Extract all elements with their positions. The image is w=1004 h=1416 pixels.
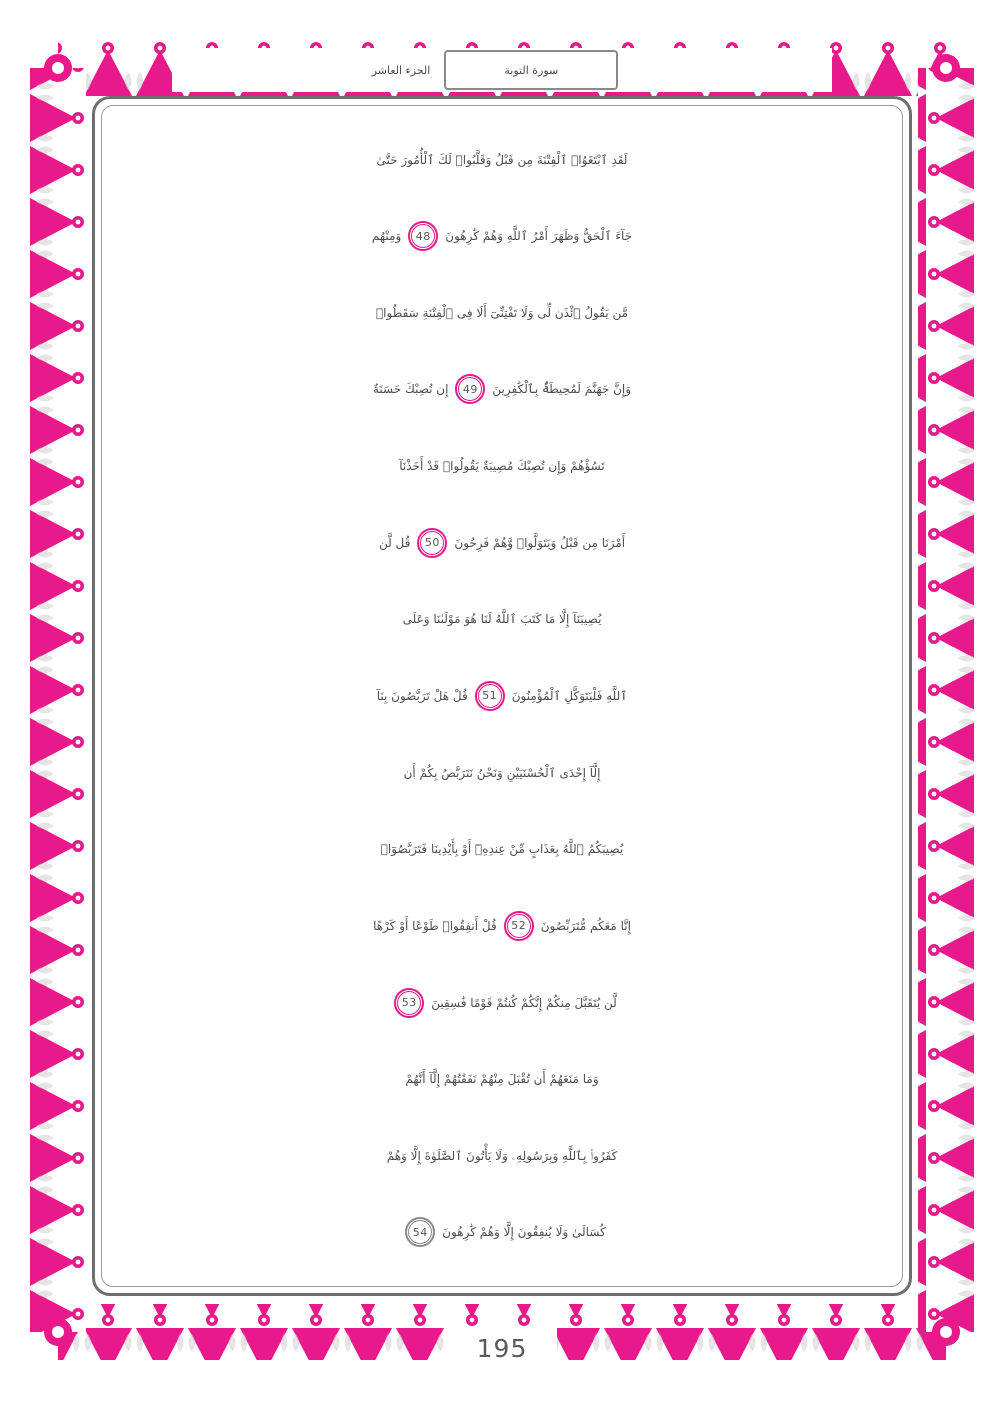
line-text: أَمْرَنَا مِن قَبْلُ وَيَتَوَلَّوا۟ وَّهُمْ فَرِحُونَ [454,535,626,550]
line-text: جَآءَ ٱلْحَقُّ وَظَهَرَ أَمْرُ ٱللَّهِ وَهُمْ كَٰرِهُونَ [445,229,633,244]
ayah-number: 48 [415,229,431,243]
line-text: مَّن يَقُولُ ٱئْذَن لِّى وَلَا تَفْتِنِّىٓ أَلَا فِى ٱلْفِتْنَةِ سَقَطُوا۟ [375,305,629,320]
ayah-number-marker [475,681,505,711]
surah-name-label: سورة التوبة [504,63,559,77]
line-text: يُصِيبَنَآ إِلَّا مَا كَتَبَ ٱللَّهُ لَنَا هُوَ مَوْلَىٰنَا وَعَلَى [402,612,602,627]
line-text: ٱللَّهِ فَلْيَتَوَكَّلِ ٱلْمُؤْمِنُونَ [511,688,628,703]
ayah-number-marker [455,374,485,404]
line-text: كَفَرُوا۟ بِٱللَّهِ وَبِرَسُولِهِۦ وَلَا يَأْتُونَ ٱلصَّلَوٰةَ إِلَّا وَهُمْ [386,1148,618,1163]
line-text: إِنَّا مَعَكُم مُّتَرَبِّصُونَ [540,918,631,933]
quran-line-8 [128,658,876,733]
ayah-number-marker [405,1217,435,1247]
quran-line-10 [128,812,876,887]
ayah-number: 52 [511,919,527,933]
page-header [172,48,832,92]
line-text: تَسُؤْهُمْ وَإِن تُصِبْكَ مُصِيبَةٌ يَقُولُوا۟ قَدْ أَخَذْنَآ [399,459,605,474]
line-text-continued: إِن تُصِبْكَ حَسَنَةٌ [372,382,449,397]
line-text: لَّن يُتَقَبَّلَ مِنكُمْ إِنَّكُمْ كُنتُمْ قَوْمًا فَٰسِقِينَ [431,995,617,1010]
surah-cartouche [444,50,618,90]
line-text-continued: وَمِنْهُم [371,229,402,244]
quran-line-12 [128,965,876,1040]
quran-line-7 [128,582,876,657]
ayah-number: 50 [424,536,440,550]
quran-text-body [112,118,892,1274]
quran-line-14 [128,1118,876,1193]
line-text: لَقَدِ ٱبْتَغَوُا۟ ٱلْفِتْنَةَ مِن قَبْلُ وَقَلَّبُوا۟ لَكَ ٱلْأُمُورَ حَتَّىٰ [376,152,628,167]
line-text: وَإِنَّ جَهَنَّمَ لَمُحِيطَةٌۢ بِٱلْكَٰفِرِينَ [492,382,632,397]
ayah-number-marker [394,988,424,1018]
ayah-number: 53 [401,996,417,1010]
ayah-number-marker [417,528,447,558]
quran-line-15 [128,1195,876,1270]
ayah-number: 49 [462,382,478,396]
line-text: كُسَالَىٰ وَلَا يُنفِقُونَ إِلَّا وَهُمْ كَٰرِهُونَ [442,1225,606,1240]
page-number: 195 [476,1333,528,1363]
line-text: وَمَا مَنَعَهُمْ أَن تُقْبَلَ مِنْهُمْ نَفَقَٰتُهُمْ إِلَّآ أَنَّهُمْ [405,1072,599,1087]
quran-line-2 [128,199,876,274]
quran-line-11 [128,888,876,963]
line-text-continued: قُلْ هَلْ تَرَبَّصُونَ بِنَآ [376,688,468,703]
ayah-number: 54 [412,1225,428,1239]
quran-line-3 [128,275,876,350]
quran-line-6 [128,505,876,580]
ayah-number-marker [504,911,534,941]
line-text-continued: قُلْ أَنفِقُوا۟ طَوْعًا أَوْ كَرْهًا [373,918,497,933]
quran-line-9 [128,735,876,810]
quran-line-1 [128,122,876,197]
quran-line-4 [128,352,876,427]
line-text-continued: قُل لَّن [378,535,411,550]
ayah-number: 51 [482,689,498,703]
quran-line-13 [128,1042,876,1117]
ayah-number-marker [408,221,438,251]
page-number-container [447,1328,557,1368]
quran-line-5 [128,429,876,504]
juz-label: الجزء العاشر [371,63,431,77]
line-text: إِلَّآ إِحْدَى ٱلْحُسْنَيَيْنِ وَنَحْنُ نَتَرَبَّصُ بِكُمْ أَن [403,765,601,780]
line-text: يُصِيبَكُمُ ٱللَّهُ بِعَذَابٍ مِّنْ عِندِهِۦٓ أَوْ بِأَيْدِينَا فَتَرَبَّصُوٓا۟ [380,842,624,857]
